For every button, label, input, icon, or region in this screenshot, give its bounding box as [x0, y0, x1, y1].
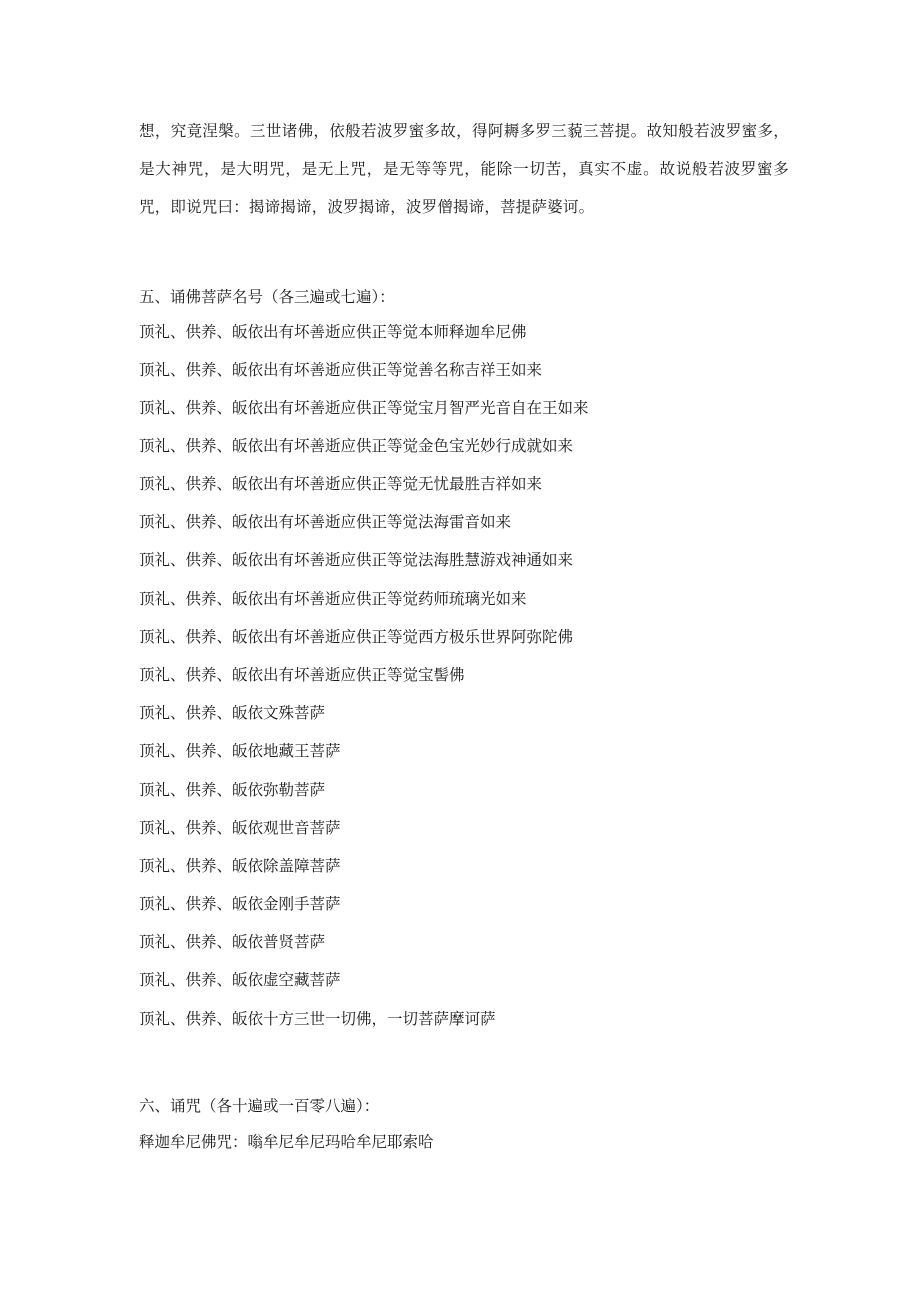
list-item: 释迦牟尼佛咒：嗡牟尼牟尼玛哈牟尼耶索哈	[139, 1133, 434, 1151]
list-item: 顶礼、供养、皈依出有坏善逝应供正等觉宝月智严光音自在王如来	[139, 399, 589, 417]
list-item: 顶礼、供养、皈依出有坏善逝应供正等觉本师释迦牟尼佛	[139, 323, 527, 341]
sutra-paragraph: 想，究竟涅槃。三世诸佛，依般若波罗蜜多故，得阿耨多罗三藐三菩提。故知般若波罗蜜多，是大神咒，是大明咒，是无上咒，是无等等咒，能除一切苦，真实不虚。故说般若波罗蜜多咒，即说咒曰：揭谛揭谛，波罗揭谛，波罗僧揭谛，菩提萨婆诃。	[139, 122, 789, 216]
section-5-heading: 五、诵佛菩萨名号（各三遍或七遍）：	[139, 288, 395, 306]
list-item: 顶礼、供养、皈依金刚手菩萨	[139, 895, 341, 913]
list-item: 顶礼、供养、皈依出有坏善逝应供正等觉善名称吉祥王如来	[139, 361, 543, 379]
list-item: 顶礼、供养、皈依文殊菩萨	[139, 704, 326, 722]
list-item: 顶礼、供养、皈依出有坏善逝应供正等觉无忧最胜吉祥如来	[139, 475, 543, 493]
list-item: 顶礼、供养、皈依弥勒菩萨	[139, 781, 326, 799]
list-item: 顶礼、供养、皈依出有坏善逝应供正等觉宝髻佛	[139, 666, 465, 684]
list-item: 顶礼、供养、皈依虚空藏菩萨	[139, 971, 341, 989]
list-item: 顶礼、供养、皈依出有坏善逝应供正等觉金色宝光妙行成就如来	[139, 437, 574, 455]
list-item: 顶礼、供养、皈依地藏王菩萨	[139, 742, 341, 760]
list-item: 顶礼、供养、皈依出有坏善逝应供正等觉法海胜慧游戏神通如来	[139, 551, 574, 569]
section-6-heading: 六、诵咒（各十遍或一百零八遍）：	[139, 1097, 380, 1115]
list-item: 顶礼、供养、皈依除盖障菩萨	[139, 857, 341, 875]
list-item: 顶礼、供养、皈依十方三世一切佛，一切菩萨摩诃萨	[139, 1010, 496, 1028]
list-item: 顶礼、供养、皈依出有坏善逝应供正等觉药师琉璃光如来	[139, 590, 527, 608]
list-item: 顶礼、供养、皈依出有坏善逝应供正等觉法海雷音如来	[139, 513, 512, 531]
list-item: 顶礼、供养、皈依出有坏善逝应供正等觉西方极乐世界阿弥陀佛	[139, 628, 574, 646]
list-item: 顶礼、供养、皈依观世音菩萨	[139, 819, 341, 837]
list-item: 顶礼、供养、皈依普贤菩萨	[139, 933, 326, 951]
